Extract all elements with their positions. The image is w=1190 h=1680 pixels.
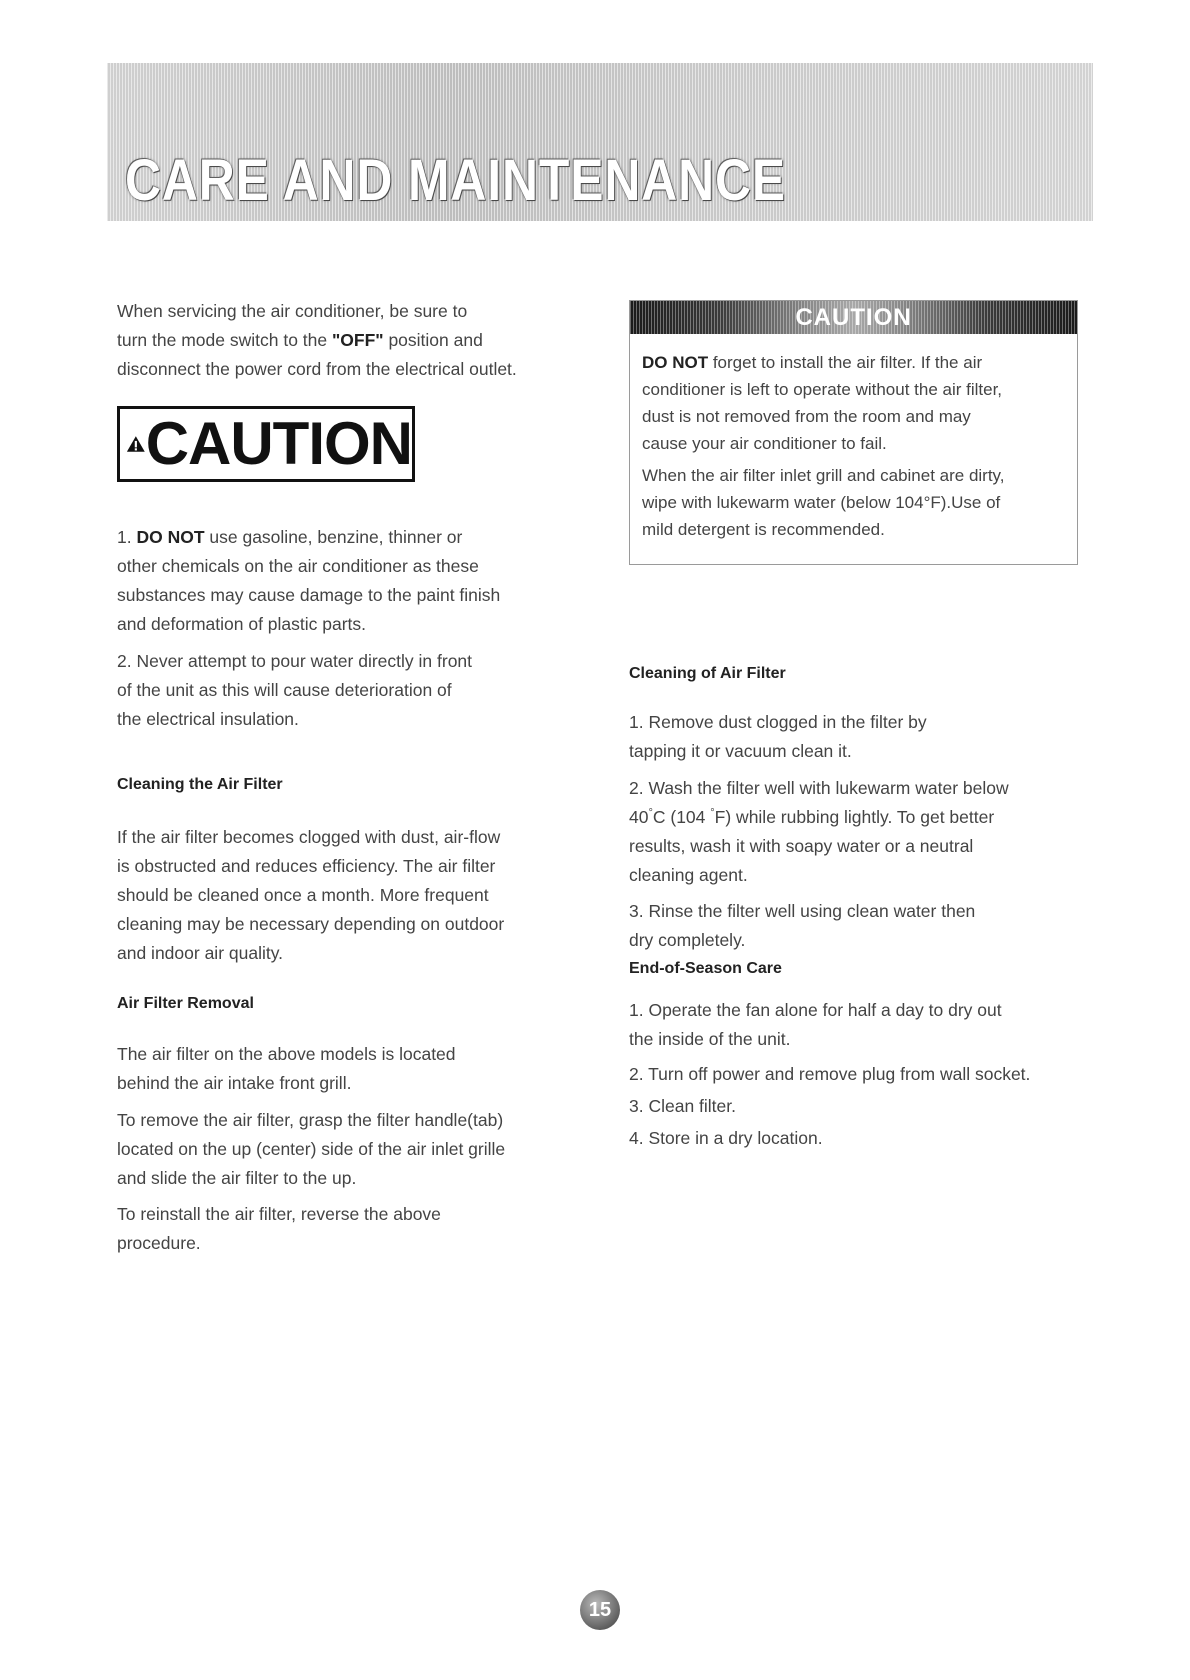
step-line: tapping it or vacuum clean it. [629, 741, 852, 761]
intro-line: disconnect the power cord from the electrical outlet. [117, 359, 517, 379]
paragraph-line: is obstructed and reduces efficiency. The air filter [117, 856, 496, 876]
paragraph-line: behind the air intake front grill. [117, 1073, 352, 1093]
caution-panel-title: CAUTION [795, 304, 912, 331]
paragraph-line: and indoor air quality. [117, 943, 284, 963]
paragraph-line: located on the up (center) side of the air inlet grille [117, 1139, 506, 1159]
intro-line: turn the mode switch to the "OFF" position and [117, 330, 483, 350]
step-line: the inside of the unit. [629, 1029, 791, 1049]
section-heading: Air Filter Removal [117, 995, 254, 1012]
section-heading: Cleaning of Air Filter [629, 665, 786, 682]
step-line: dry completely. [629, 930, 746, 950]
step-line: 3. Clean filter. [629, 1096, 736, 1116]
page-title: CARE AND MAINTENANCE [125, 148, 787, 213]
paragraph-line: The air filter on the above models is located [117, 1044, 456, 1064]
caution-label: CAUTION [145, 410, 412, 477]
step-line: 1. Operate the fan alone for half a day to dry out [629, 1000, 1002, 1020]
step-line: results, wash it with soapy water or a neutral [629, 836, 974, 856]
paragraph-line: cleaning may be necessary depending on outdoor [117, 914, 505, 934]
list-item-line: 1. DO NOT use gasoline, benzine, thinner or [117, 527, 463, 547]
paragraph-line: To reinstall the air filter, reverse the above [117, 1204, 441, 1224]
page-number: 15 [580, 1590, 620, 1630]
caution-box [117, 406, 415, 482]
step-line: 40°C (104 °F) while rubbing lightly. To get better [629, 807, 995, 827]
caution-line: mild detergent is recommended. [642, 520, 885, 539]
title-banner [107, 63, 1093, 221]
list-item-line: and deformation of plastic parts. [117, 614, 367, 634]
caution-line: dust is not removed from the room and may [642, 407, 971, 426]
list-item-line: of the unit as this will cause deterioration of [117, 680, 452, 700]
step-line: 2. Wash the filter well with lukewarm water below [629, 778, 1009, 798]
caution-panel-header [630, 301, 1077, 334]
step-line: cleaning agent. [629, 865, 748, 885]
warning-triangle-icon [126, 416, 146, 472]
caution-line: conditioner is left to operate without the air filter, [642, 380, 1003, 399]
paragraph-line: To remove the air filter, grasp the filter handle(tab) [117, 1110, 504, 1130]
paragraph-line: should be cleaned once a month. More frequent [117, 885, 489, 905]
caution-line: cause your air conditioner to fail. [642, 434, 887, 453]
paragraph-line: If the air filter becomes clogged with dust, air-flow [117, 827, 501, 847]
caution-panel [629, 300, 1078, 565]
section-heading: Cleaning the Air Filter [117, 776, 283, 793]
step-line: 2. Turn off power and remove plug from wall socket. [629, 1064, 1031, 1084]
caution-line: When the air filter inlet grill and cabinet are dirty, [642, 466, 1005, 485]
list-item-line: the electrical insulation. [117, 709, 299, 729]
step-line: 1. Remove dust clogged in the filter by [629, 712, 927, 732]
step-line: 4. Store in a dry location. [629, 1128, 823, 1148]
paragraph-line: procedure. [117, 1233, 201, 1253]
list-item-line: substances may cause damage to the paint finish [117, 585, 501, 605]
list-item-line: 2. Never attempt to pour water directly in front [117, 651, 473, 671]
caution-line: wipe with lukewarm water (below 104°F).Use of [642, 493, 1001, 512]
step-line: 3. Rinse the filter well using clean water then [629, 901, 976, 921]
list-item-line: other chemicals on the air conditioner as these [117, 556, 479, 576]
caution-line: DO NOT forget to install the air filter. If the air [642, 353, 983, 372]
paragraph-line: and slide the air filter to the up. [117, 1168, 357, 1188]
section-heading: End-of-Season Care [629, 960, 782, 977]
intro-line: When servicing the air conditioner, be sure to [117, 301, 468, 321]
